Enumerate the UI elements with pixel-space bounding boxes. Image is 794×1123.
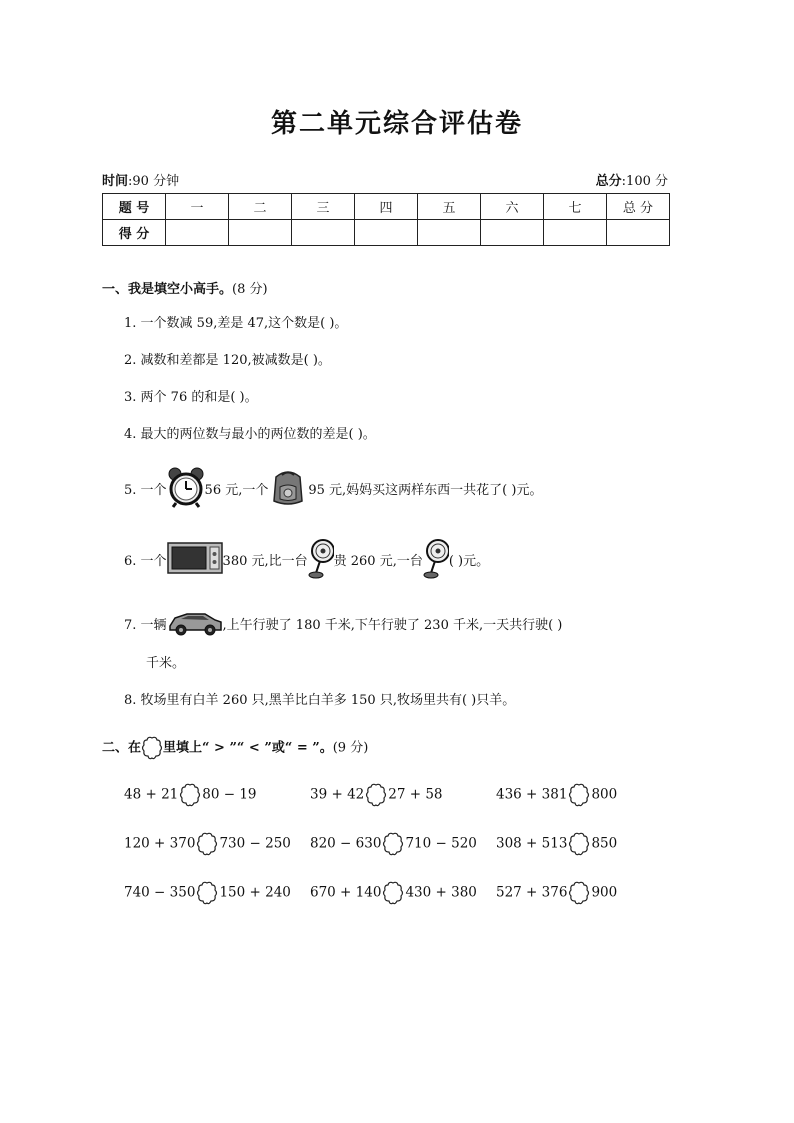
score-table-header-row <box>103 194 670 220</box>
comparison-left-expression: 436 + 381 <box>496 786 568 803</box>
score-input-cell[interactable] <box>544 220 607 246</box>
table-cell: 一 <box>166 194 229 220</box>
comparison-item <box>310 782 443 808</box>
question-5 <box>124 466 542 515</box>
section-2-points: (9 分) <box>332 740 369 756</box>
section-1-points: (8 分) <box>232 282 268 297</box>
table-cell: 五 <box>418 194 481 220</box>
flower-answer-box-icon[interactable] <box>568 880 590 906</box>
page-title: 第二单元综合评估卷 <box>270 109 523 139</box>
comparison-left-expression: 48 + 21 <box>124 786 179 803</box>
question-2: 2. 减数和差都是 120,被减数是( )。 <box>124 353 331 368</box>
flower-answer-box-icon[interactable] <box>382 831 404 857</box>
total-label: 总分 <box>595 174 622 189</box>
comparison-right-expression: 430 + 380 <box>405 884 477 901</box>
question-8: 8. 牧场里有白羊 260 只,黑羊比白羊多 150 只,牧场里共有( )只羊。 <box>124 693 516 708</box>
comparison-left-expression: 820 − 630 <box>310 835 382 852</box>
question-6 <box>124 537 489 586</box>
question-3: 3. 两个 76 的和是( )。 <box>124 390 258 405</box>
q5-text-b: 56 元,一个 <box>204 483 269 498</box>
comparison-item <box>124 831 291 857</box>
section-1-title: 一、我是填空小高手。 <box>102 282 233 297</box>
score-input-cell[interactable] <box>292 220 355 246</box>
section-2-heading <box>102 735 368 761</box>
electric-fan-icon <box>423 537 449 586</box>
score-input-cell[interactable] <box>229 220 292 246</box>
section-2-title-b: 里填上“ > ”“ < ”或“ = ”。 <box>163 740 333 756</box>
comparison-left-expression: 740 − 350 <box>124 884 196 901</box>
table-cell: 七 <box>544 194 607 220</box>
score-table <box>102 193 670 246</box>
comparison-left-expression: 308 + 513 <box>496 835 568 852</box>
flower-answer-box-icon[interactable] <box>179 782 201 808</box>
total-score-info <box>596 170 668 189</box>
question-1: 1. 一个数减 59,差是 47,这个数是( )。 <box>124 316 348 331</box>
comparison-right-expression: 850 <box>591 835 618 852</box>
q6-text-d: ( )元。 <box>448 554 490 569</box>
comparison-right-expression: 710 − 520 <box>405 835 477 852</box>
time-label: 时间 <box>102 174 129 189</box>
comparison-item <box>124 880 291 906</box>
comparison-left-expression: 670 + 140 <box>310 884 382 901</box>
time-info <box>102 170 179 189</box>
comparison-left-expression: 527 + 376 <box>496 884 568 901</box>
comparison-left-expression: 39 + 42 <box>310 786 365 803</box>
section-1-heading <box>102 278 268 297</box>
score-input-cell[interactable] <box>418 220 481 246</box>
comparison-right-expression: 150 + 240 <box>219 884 291 901</box>
section-2-title-a: 二、在 <box>102 740 142 756</box>
comparison-item <box>310 880 477 906</box>
comparison-item <box>496 831 617 857</box>
car-icon <box>167 608 223 643</box>
score-input-cell[interactable] <box>166 220 229 246</box>
question-7-continued: 千米。 <box>146 656 186 671</box>
score-input-cell[interactable] <box>607 220 670 246</box>
comparison-item <box>124 782 257 808</box>
question-7 <box>124 608 562 643</box>
comparison-right-expression: 80 − 19 <box>202 786 257 803</box>
microwave-icon <box>167 540 223 583</box>
comparison-right-expression: 800 <box>591 786 618 803</box>
q6-text-b: 380 元,比一台 <box>222 554 308 569</box>
comparison-right-expression: 730 − 250 <box>219 835 291 852</box>
comparison-item <box>496 782 617 808</box>
comparison-right-expression: 27 + 58 <box>388 786 443 803</box>
flower-answer-box-icon[interactable] <box>196 880 218 906</box>
alarm-clock-icon <box>167 466 205 515</box>
score-table-score-row <box>103 220 670 246</box>
comparison-item <box>496 880 617 906</box>
electric-fan-icon <box>308 537 334 586</box>
q5-text-a: 5. 一个 <box>124 483 167 498</box>
comparison-left-expression: 120 + 370 <box>124 835 196 852</box>
table-cell: 题 号 <box>103 194 166 220</box>
question-4: 4. 最大的两位数与最小的两位数的差是( )。 <box>124 427 376 442</box>
table-cell: 得 分 <box>103 220 166 246</box>
score-input-cell[interactable] <box>355 220 418 246</box>
table-cell: 总 分 <box>607 194 670 220</box>
table-cell: 二 <box>229 194 292 220</box>
table-cell: 六 <box>481 194 544 220</box>
flower-answer-box-icon[interactable] <box>382 880 404 906</box>
comparison-item <box>310 831 477 857</box>
comparison-right-expression: 900 <box>591 884 618 901</box>
total-value: :100 分 <box>621 174 668 189</box>
q7-text-a: 7. 一辆 <box>124 618 167 633</box>
time-value: :90 分钟 <box>128 174 180 189</box>
flower-box-icon <box>141 735 163 761</box>
backpack-icon <box>268 467 308 514</box>
q5-text-c: 95 元,妈妈买这两样东西一共花了( )元。 <box>308 483 543 498</box>
q6-text-a: 6. 一个 <box>124 554 167 569</box>
q6-text-c: 贵 260 元,一台 <box>333 554 423 569</box>
score-input-cell[interactable] <box>481 220 544 246</box>
flower-answer-box-icon[interactable] <box>568 831 590 857</box>
q7-text-b: ,上午行驶了 180 千米,下午行驶了 230 千米,一天共行驶( ) <box>222 618 563 633</box>
table-cell: 三 <box>292 194 355 220</box>
flower-answer-box-icon[interactable] <box>568 782 590 808</box>
table-cell: 四 <box>355 194 418 220</box>
flower-answer-box-icon[interactable] <box>365 782 387 808</box>
flower-answer-box-icon[interactable] <box>196 831 218 857</box>
